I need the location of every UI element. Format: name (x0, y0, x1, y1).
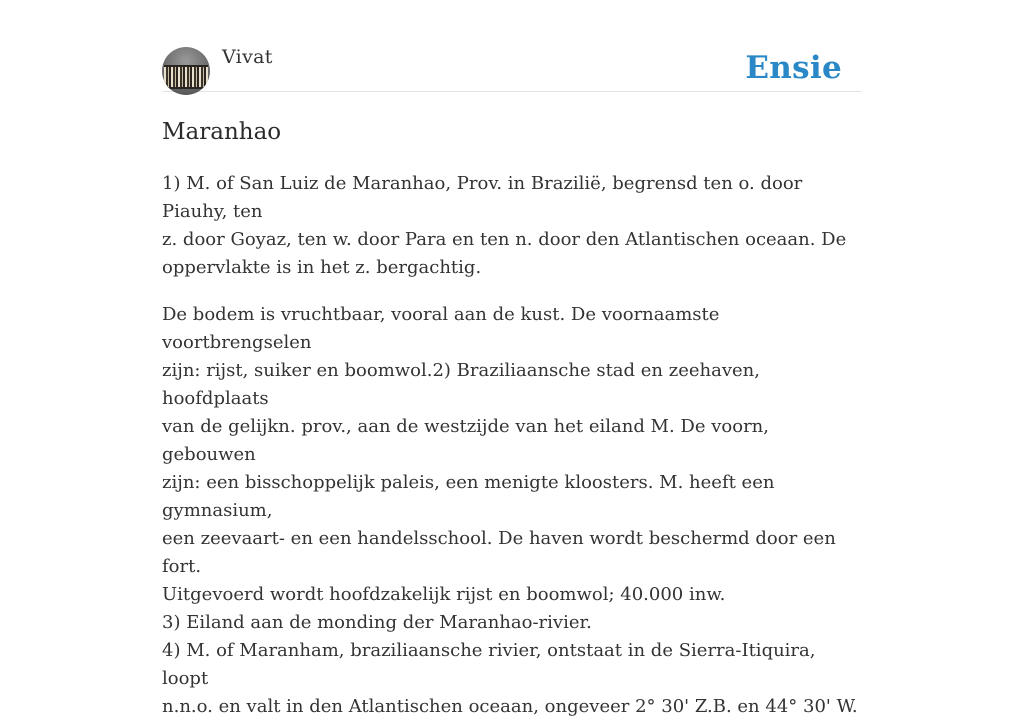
article-paragraph: De bodem is vruchtbaar, vooral aan de kust. De voornaamste voortbrengselen zijn: rijst, suiker en boomwol.2) Braziliaansche stad en zeehaven, hoofdplaats van de gelijkn. prov., aan de westzijde van het eiland M. De voorn, gebouwen zijn: een bisschoppelijk paleis, een menigte kloosters. M. heeft een gymnasium, een zeevaart- en een handelsschool. De haven wordt beschermd door een fort. Uitgevoerd wordt hoofdzakelijk rijst en boomwol; 40.000 inw. 3) Eiland aan de monding der Maranhao-rivier. 4) M. of Maranham, braziliaansche rivier, ontstaat in de Sierra-Itiquira, loopt n.n.o. en valt in den Atlantischen oceaan, ongeveer 2° 30' Z.B. en 44° 30' W. (162, 304, 858, 717)
source-name[interactable]: Vivat (222, 46, 273, 68)
page-header (162, 0, 862, 92)
article-paragraph: 1) M. of San Luiz de Maranhao, Prov. in Brazilië, begrensd ten o. door Piauhy, ten z. door Goyaz, ten w. door Para en ten n. door den Atlantischen oceaan. De oppervlakte is in het z. bergachtig. (162, 173, 847, 278)
bookshelf-icon (164, 65, 208, 89)
article-page (162, 0, 862, 721)
ensie-logo[interactable]: Ensie (745, 50, 842, 86)
article-title: Maranhao (162, 119, 282, 145)
source-avatar[interactable] (162, 47, 210, 95)
